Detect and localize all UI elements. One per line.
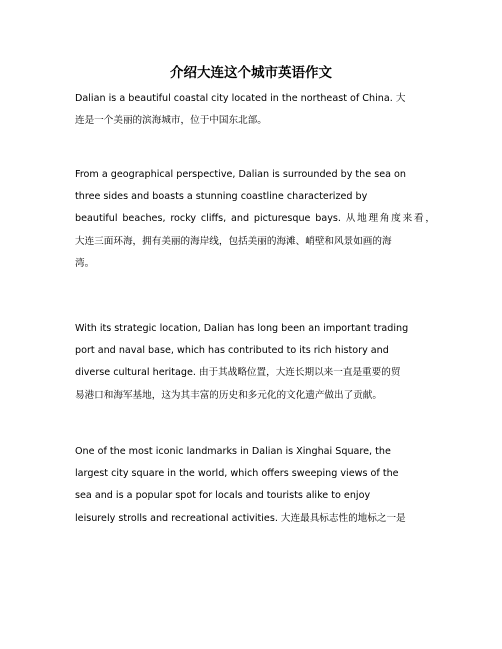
paragraph-line: beautiful beaches, rocky cliffs, and picturesque bays. 从地理角度来看， (75, 213, 435, 225)
document-title: 介绍大连这个城市英语作文 (170, 65, 332, 81)
paragraph-line: diverse cultural heritage. 由于其战略位置，大连长期以来一直是重要的贸 (75, 367, 401, 379)
paragraph-line: port and naval base, which has contributed to its rich history and (75, 345, 389, 357)
paragraph-line: sea and is a popular spot for locals and tourists alike to enjoy (75, 490, 371, 502)
paragraph-4 (75, 441, 435, 530)
paragraph-line: One of the most iconic landmarks in Dalian is Xinghai Square, the (75, 446, 391, 457)
paragraph-line: With its strategic location, Dalian has long been an important trading (75, 323, 409, 334)
paragraph-line: 大连三面环海，拥有美丽的海岸线，包括美丽的海滩、峭壁和风景如画的海 (75, 235, 392, 247)
paragraph-2 (75, 164, 435, 275)
paragraph-line: 易港口和海军基地，这为其丰富的历史和多元化的文化遗产做出了贡献。 (75, 389, 382, 401)
paragraph-1 (75, 88, 435, 132)
paragraph-line: Dalian is a beautiful coastal city located in the northeast of China. 大 (75, 93, 406, 104)
paragraph-line: 湾。 (75, 257, 95, 269)
paragraph-line: From a geographical perspective, Dalian is surrounded by the sea on (75, 169, 406, 180)
paragraph-line: three sides and boasts a stunning coastline characterized by (75, 191, 368, 203)
paragraph-line: largest city square in the world, which offers sweeping views of the (75, 468, 399, 480)
paragraph-3 (75, 318, 435, 407)
paragraph-line: 连是一个美丽的滨海城市，位于中国东北部。 (75, 115, 267, 127)
paragraph-line: leisurely strolls and recreational activities. 大连最具标志性的地标之一是 (75, 512, 406, 524)
